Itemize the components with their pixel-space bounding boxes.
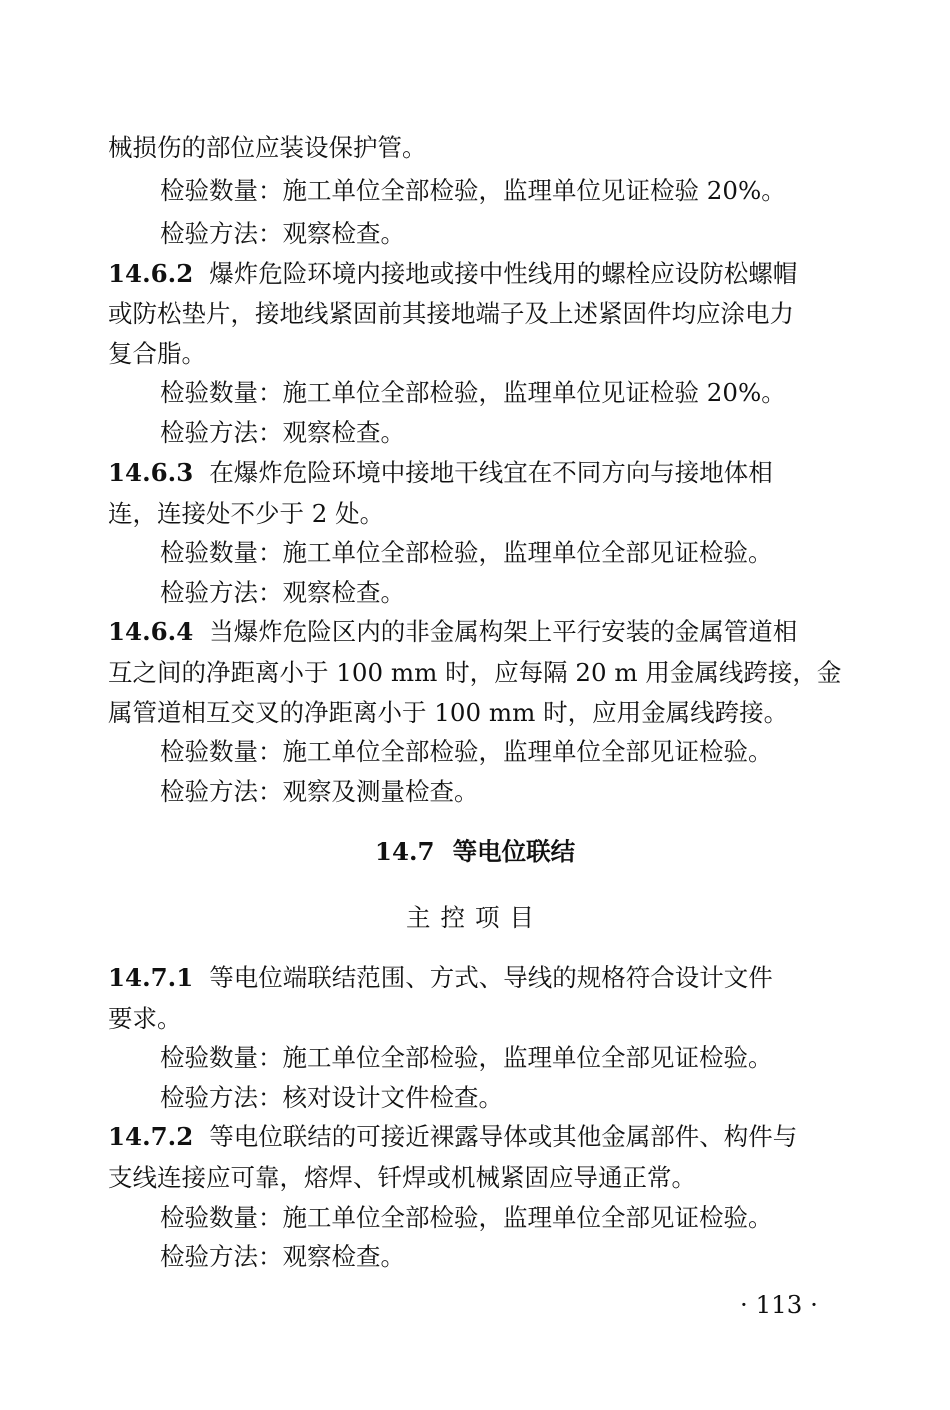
section-number: 14.7 — [374, 837, 435, 866]
inspection-method: 检验方法：核对设计文件检查。 — [160, 1083, 503, 1112]
clause-number: 14.6.4 — [108, 617, 194, 646]
clause-text: 当爆炸危险区内的非金属构架上平行安装的金属管道相 — [209, 617, 798, 646]
clause-text: 爆炸危险环境内接地或接中性线用的螺栓应设防松螺帽 — [209, 259, 798, 288]
text-line: 互之间的净距离小于 100 mm 时，应每隔 20 m 用金属线跨接，金 — [108, 658, 842, 687]
text-line: 械损伤的部位应装设保护管。 — [108, 133, 427, 162]
clause-number: 14.6.2 — [108, 259, 194, 288]
inspection-method: 检验方法：观察检查。 — [160, 219, 405, 248]
clause-text: 等电位联结的可接近裸露导体或其他金属部件、构件与 — [209, 1122, 798, 1151]
clause-text: 等电位端联结范围、方式、导线的规格符合设计文件 — [209, 963, 773, 992]
text-line: 或防松垫片，接地线紧固前其接地端子及上述紧固件均应涂电力 — [108, 299, 794, 328]
inspection-method: 检验方法：观察检查。 — [160, 418, 405, 447]
inspection-quantity: 检验数量：施工单位全部检验，监理单位全部见证检验。 — [160, 1043, 773, 1072]
clause-14-6-3 — [108, 453, 853, 493]
subheading: 主控项目 — [406, 903, 544, 932]
clause-14-6-2 — [108, 254, 853, 294]
clause-number: 14.7.2 — [108, 1122, 194, 1151]
text-line: 要求。 — [108, 1004, 182, 1033]
section-title: 等电位联结 — [452, 837, 576, 866]
inspection-quantity: 检验数量：施工单位全部检验，监理单位全部见证检验。 — [160, 737, 773, 766]
section-heading — [0, 832, 950, 872]
text-line: 连，连接处不少于 2 处。 — [108, 499, 385, 528]
clause-14-6-4 — [108, 612, 853, 652]
clause-14-7-1 — [108, 958, 853, 998]
clause-number: 14.6.3 — [108, 458, 194, 487]
clause-text: 在爆炸危险环境中接地干线宜在不同方向与接地体相 — [209, 458, 773, 487]
inspection-quantity: 检验数量：施工单位全部检验，监理单位见证检验 20%。 — [160, 378, 786, 407]
inspection-quantity: 检验数量：施工单位全部检验，监理单位全部见证检验。 — [160, 1203, 773, 1232]
text-line: 复合脂。 — [108, 339, 206, 368]
inspection-quantity: 检验数量：施工单位全部检验，监理单位见证检验 20%。 — [160, 176, 786, 205]
page-number: · 113 · — [740, 1290, 818, 1319]
inspection-method: 检验方法：观察检查。 — [160, 578, 405, 607]
inspection-method: 检验方法：观察及测量检查。 — [160, 777, 479, 806]
inspection-quantity: 检验数量：施工单位全部检验，监理单位全部见证检验。 — [160, 538, 773, 567]
clause-14-7-2 — [108, 1117, 853, 1157]
text-line: 属管道相互交叉的净距离小于 100 mm 时，应用金属线跨接。 — [108, 698, 789, 727]
clause-number: 14.7.1 — [108, 963, 194, 992]
text-line: 支线连接应可靠，熔焊、钎焊或机械紧固应导通正常。 — [108, 1163, 696, 1192]
inspection-method: 检验方法：观察检查。 — [160, 1242, 405, 1271]
